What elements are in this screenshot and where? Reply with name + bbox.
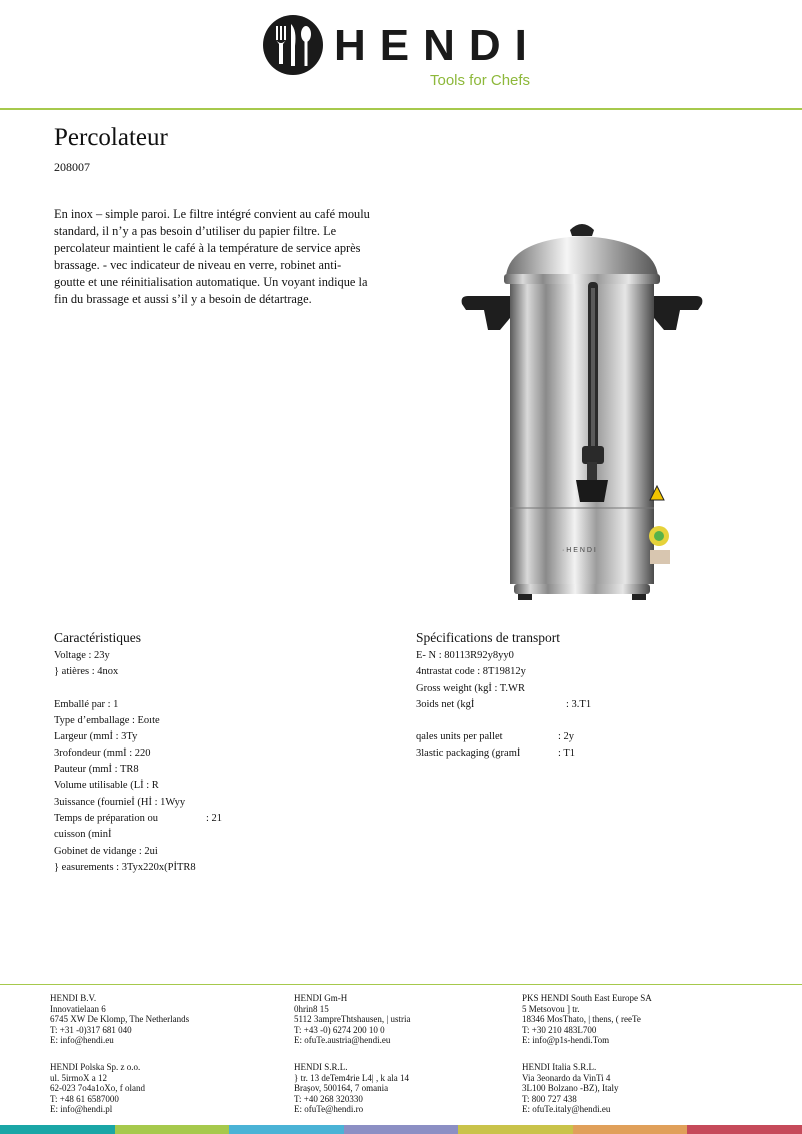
spec-prep-time: [54, 811, 223, 827]
office-romania: [294, 1062, 409, 1115]
spec-material: } atières : 4nox: [54, 666, 119, 678]
office-email: E: ofuTe@hendi.ro: [294, 1104, 364, 1115]
spec-spacer: [416, 713, 526, 729]
footer-divider: [0, 984, 802, 985]
product-description: En inox – simple paroi. Le filtre intégré convient au café moulu standard, il n’y a pas besoin d’utiliser du papier filtre. Le percolateur maintient le café à la température de service après brassage. - vec indicateur de niveau en verre, robinet anti-goutte et une réinitialisation automatique. Un voyant indique la fin du brassage et aussi s’il y a besoin de détartrage.: [54, 207, 370, 306]
office-email: E: info@p1s-hendi.Tom: [522, 1035, 610, 1046]
hendi-logo-icon: [262, 14, 324, 76]
spec-spacer: [54, 681, 196, 697]
color-segment: [115, 1125, 230, 1134]
footer-color-bar: [0, 1125, 802, 1134]
office-city: 62-023 7o4a1oXo, f oland: [50, 1083, 145, 1094]
office-city: Brașov, 500164, 7 omania: [294, 1083, 389, 1094]
spec-power: 3uissance (fournieİ (Hİ : 1Wyy: [54, 796, 186, 808]
svg-text:· H E N D I: · H E N D I: [562, 547, 596, 554]
spec-sales-units-value: : 2y: [558, 731, 575, 743]
office-city: 18346 MosThato, | thens, ( reeTe: [522, 1014, 641, 1025]
product-sku: 208007: [54, 160, 90, 174]
color-segment: [458, 1125, 573, 1134]
transport-list: [416, 648, 592, 762]
spec-usable-volume: Volume utilisable (Lİ : R: [54, 780, 159, 792]
office-phone: T: +40 268 320330: [294, 1093, 363, 1104]
office-name: HENDI Gm-H: [294, 993, 348, 1003]
transport-title: Spécifications de transport: [416, 630, 560, 645]
spec-packed-by: Emballé par : 1: [54, 698, 119, 710]
office-address: ul. 5irmoX a 12: [50, 1072, 107, 1083]
brand-tagline: Tools for Chefs: [430, 72, 531, 89]
spec-net-weight: [416, 697, 592, 713]
color-segment: [687, 1125, 802, 1134]
spec-sales-units: [416, 729, 575, 745]
office-address: Via 3eonardo da VinTi 4: [522, 1072, 611, 1083]
spec-net-weight-value: : 3.T1: [566, 698, 592, 710]
office-address: 5 Metsovou ] tr.: [522, 1003, 580, 1014]
spec-intrastat: 4ntrastat code : 8T19812y: [416, 666, 526, 678]
office-phone: T: 800 727 438: [522, 1093, 577, 1104]
spec-height: Pauteur (mmİ : TR8: [54, 764, 139, 776]
spec-ean: E- N : 80113R92y8yy0: [416, 650, 514, 661]
office-phone: T: +31 -0)317 681 040: [50, 1024, 132, 1035]
office-address: 0hrin8 15: [294, 1003, 329, 1014]
spec-prep-time-label: Temps de préparation ou: [54, 812, 158, 824]
spec-drain-tap: Gobinet de vidange : 2ui: [54, 845, 158, 857]
office-name: HENDI B.V.: [50, 993, 97, 1003]
spec-plastic-packaging: [416, 746, 576, 762]
office-name: HENDI Polska Sp. z o.o.: [50, 1062, 141, 1072]
spec-depth: 3rofondeur (mmİ : 220: [54, 747, 151, 759]
color-segment: [229, 1125, 344, 1134]
office-poland: [50, 1062, 145, 1115]
spec-prep-time-unit: cuisson (minİ: [54, 829, 112, 841]
characteristics-title: Caractéristiques: [54, 630, 141, 645]
office-austria: [294, 993, 410, 1046]
spec-width: Largeur (mmİ : 3Ty: [54, 731, 138, 743]
office-phone: T: +48 61 6587000: [50, 1093, 119, 1104]
office-netherlands: [50, 993, 189, 1046]
spec-net-weight-label: 3oids net (kgİ: [416, 698, 475, 710]
spec-measurements: } easurements : 3Tyx220x(PİTR8: [54, 861, 196, 873]
office-name: HENDI S.R.L.: [294, 1062, 348, 1072]
product-title: Percolateur: [54, 124, 168, 151]
header-divider: [0, 108, 802, 110]
spec-packaging-type: Type d’emballage : Eoıte: [54, 715, 160, 727]
percolator-image: [454, 218, 710, 608]
office-email: E: info@hendi.eu: [50, 1035, 114, 1046]
office-city: 5112 3ampreThtshausen, | ustria: [294, 1014, 411, 1025]
office-email: E: info@hendi.pl: [50, 1104, 113, 1115]
spec-plastic-packaging-label: 3lastic packaging (gramİ: [416, 747, 521, 759]
office-name: PKS HENDI South East Europe SA: [522, 993, 652, 1003]
color-segment: [573, 1125, 688, 1134]
office-city: 6745 XW De Klomp, The Netherlands: [50, 1014, 190, 1025]
spec-voltage: Voltage : 23y: [54, 650, 110, 661]
spec-sales-units-label: qales units per pallet: [416, 731, 503, 743]
spec-prep-time-value: : 21: [206, 812, 223, 824]
office-phone: T: +43 -0) 6274 200 10 0: [294, 1024, 385, 1035]
spec-plastic-packaging-value: : T1: [558, 747, 576, 759]
spec-gross-weight: Gross weight (kgİ : T.WR: [416, 682, 525, 694]
characteristics-list: [54, 648, 223, 876]
office-italy: [522, 1062, 618, 1115]
office-email: E: ofuTe.italy@hendi.eu: [522, 1104, 611, 1115]
color-segment: [344, 1125, 459, 1134]
office-name: HENDI Italia S.R.L.: [522, 1062, 597, 1072]
office-address: } tr. 13 deTem4rie L4| , k ala 14: [294, 1072, 409, 1083]
brand-name: HENDI: [334, 21, 541, 70]
office-email: E: ofuTe.austria@hendi.eu: [294, 1035, 391, 1046]
office-city: 3L100 Bolzano -BZ), Italy: [522, 1083, 619, 1094]
office-address: Innovatielaan 6: [50, 1003, 106, 1014]
color-segment: [0, 1125, 115, 1134]
office-phone: T: +30 210 483L700: [522, 1024, 597, 1035]
office-greece: [522, 993, 652, 1046]
